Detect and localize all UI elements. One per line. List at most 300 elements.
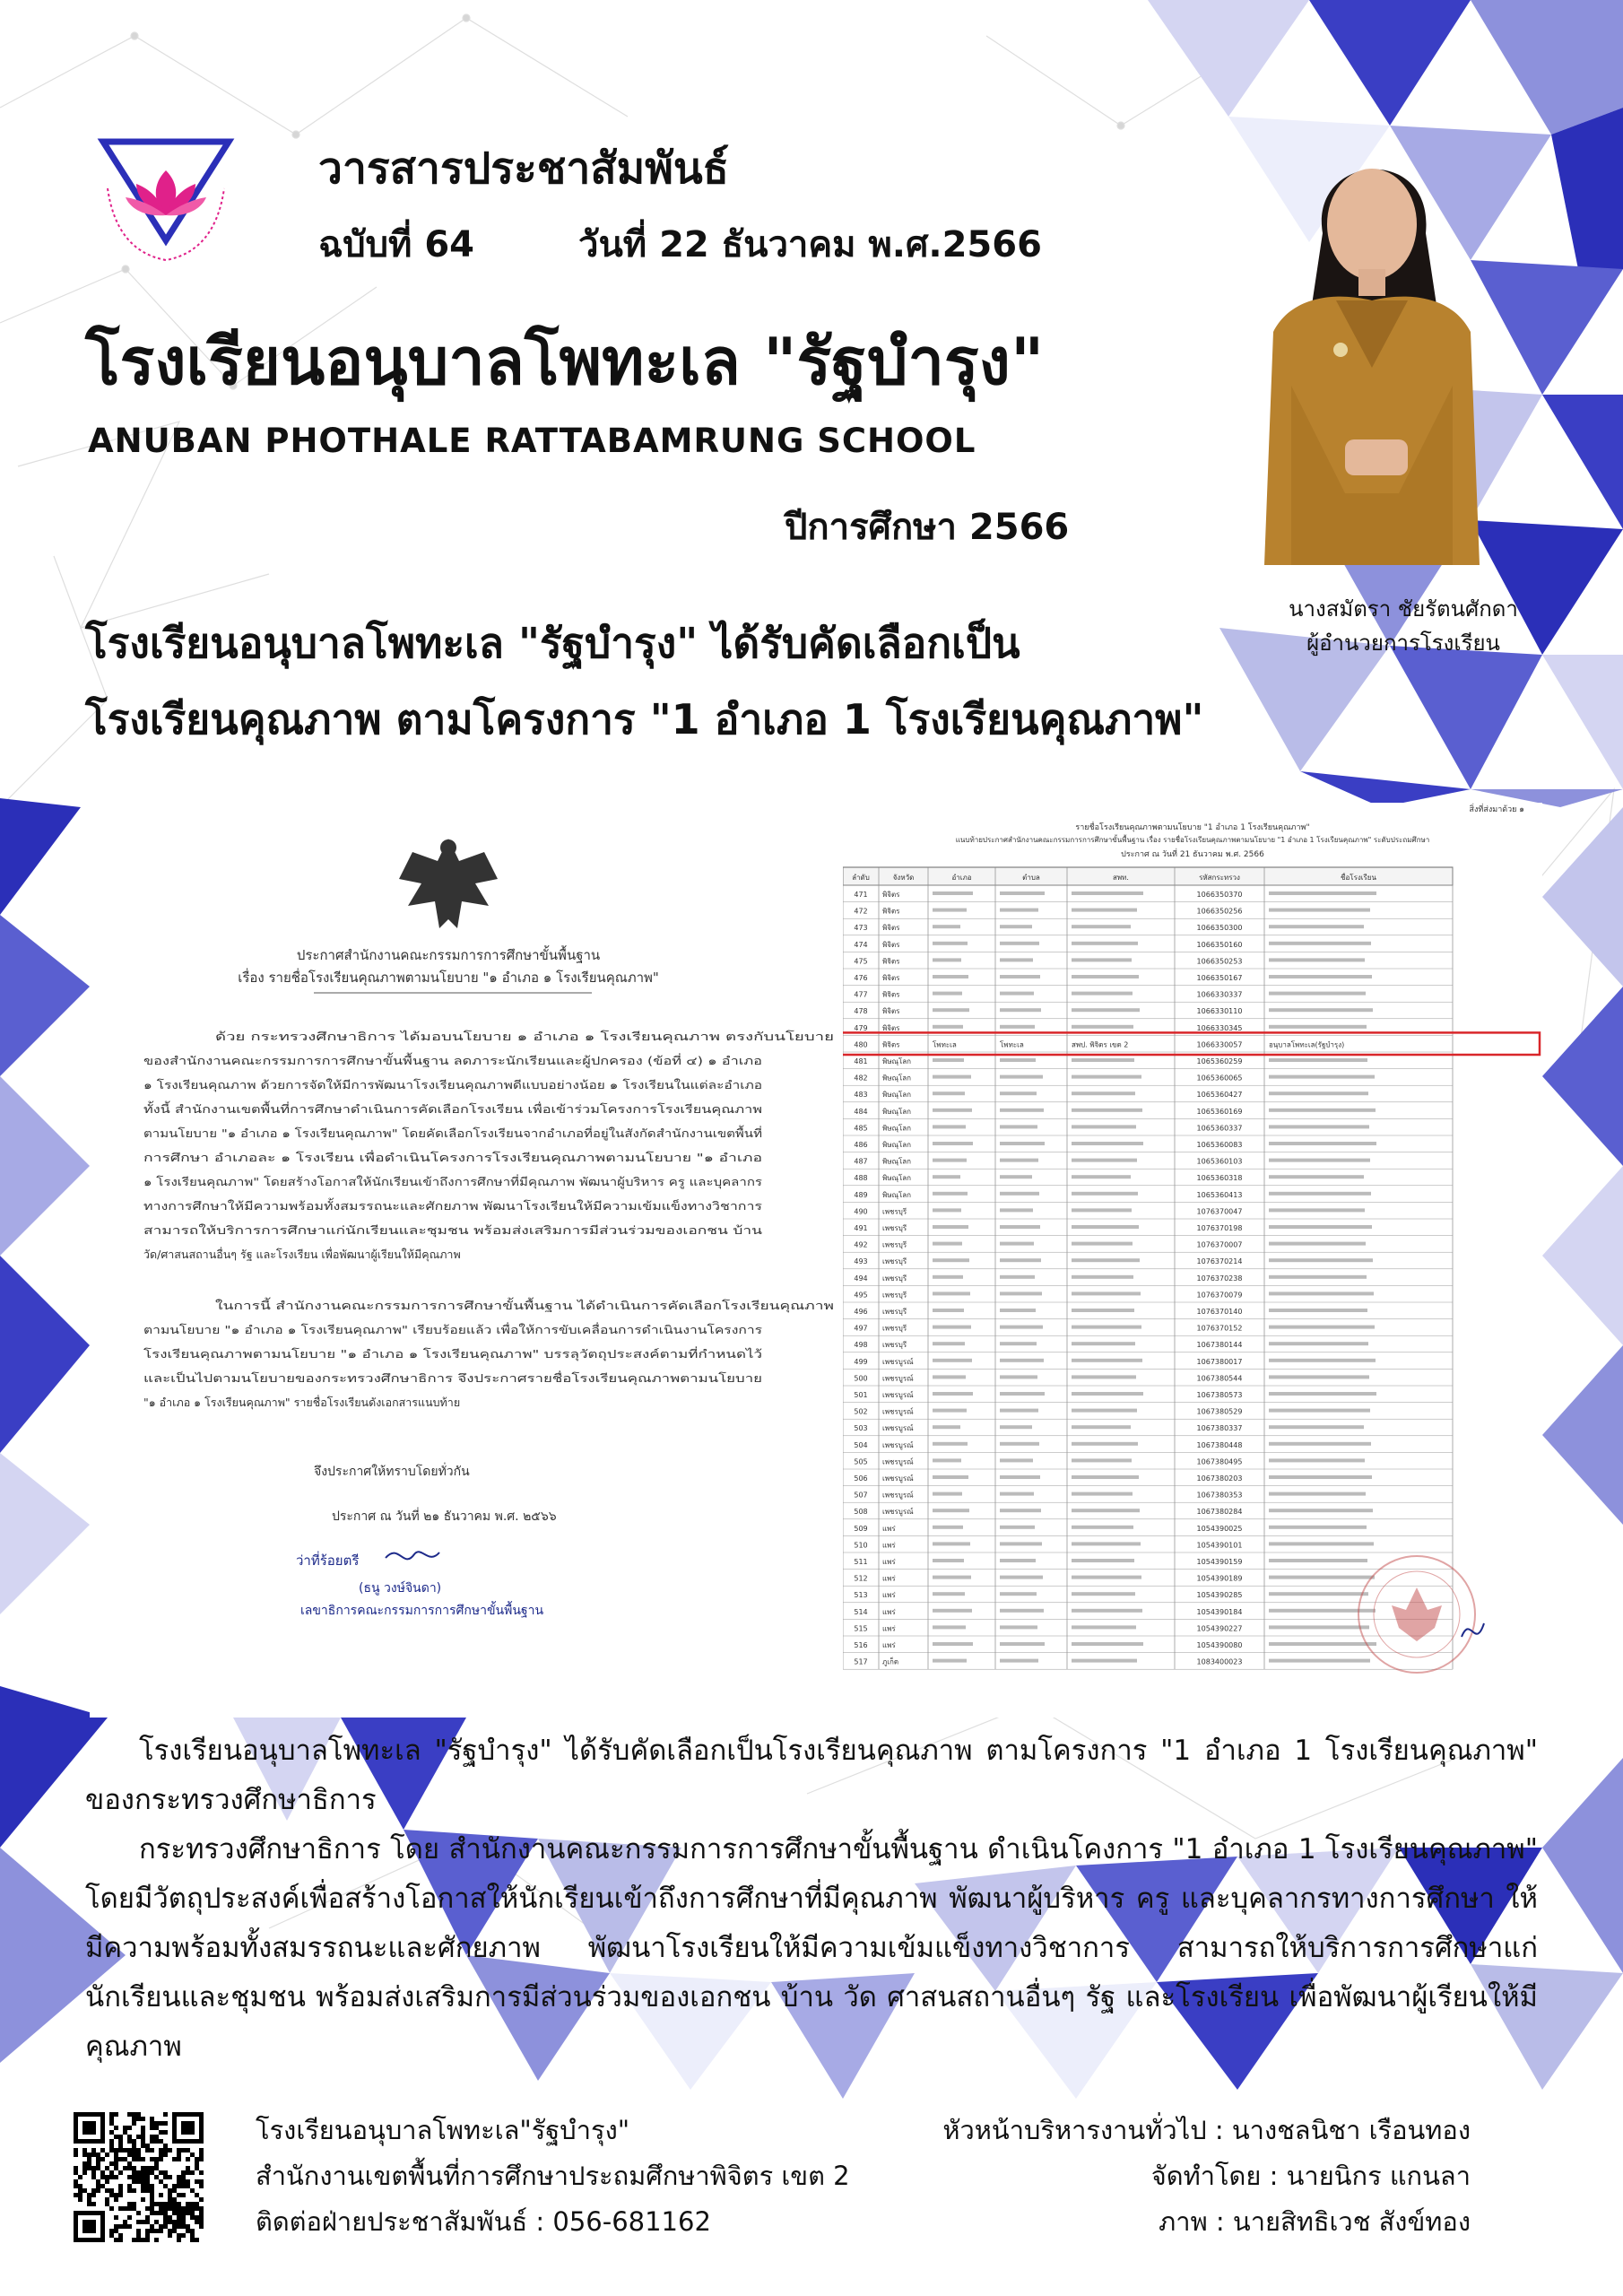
qr-module	[145, 2144, 150, 2148]
table-cell-no: 480	[854, 1040, 868, 1049]
qr-module	[181, 2211, 186, 2215]
table-cell-no: 512	[854, 1574, 868, 1583]
table-cell-subdistrict	[1000, 1109, 1044, 1112]
table-cell-school	[1269, 1309, 1367, 1312]
table-cell-no: 500	[854, 1374, 868, 1383]
school-name-english: ANUBAN PHOTHALE RATTABAMRUNG SCHOOL	[88, 422, 976, 460]
qr-module	[136, 2175, 141, 2179]
table-cell-district	[933, 1075, 971, 1079]
table-cell-office	[1072, 1208, 1132, 1212]
attachment-school-list	[843, 803, 1542, 1718]
qr-module	[186, 2202, 190, 2206]
attachment-title-3: ประกาศ ณ วันที่ 21 ธันวาคม พ.ศ. 2566	[1121, 850, 1264, 859]
qr-module	[127, 2202, 132, 2206]
qr-module	[181, 2215, 186, 2220]
qr-module	[195, 2206, 199, 2211]
table-cell-office	[1072, 992, 1133, 996]
qr-module	[127, 2139, 132, 2144]
table-cell-province: เพชรบูรณ์	[882, 1474, 914, 1483]
table-cell-office	[1072, 1509, 1140, 1512]
doc-closing: จึงประกาศให้ทราบโดยทั่วกัน	[314, 1465, 470, 1479]
table-cell-province: เพชรบุรี	[882, 1324, 907, 1333]
qr-module	[199, 2170, 204, 2175]
footer-phone: ติดต่อฝ่ายประชาสัมพันธ์ : 056-681162	[256, 2206, 711, 2237]
qr-module	[181, 2184, 186, 2188]
qr-module	[109, 2229, 114, 2233]
table-cell-school	[1269, 1175, 1364, 1178]
qr-module	[181, 2170, 186, 2175]
qr-module	[168, 2233, 172, 2238]
qr-module	[78, 2184, 82, 2188]
table-cell-no: 487	[854, 1157, 868, 1166]
qr-module	[177, 2215, 181, 2220]
table-cell-office	[1072, 1192, 1138, 1196]
qr-module	[82, 2188, 87, 2193]
table-cell-no: 515	[854, 1624, 868, 1633]
doc-paragraph-1-line: ด้วย กระทรวงศึกษาธิการ ได้มอบนโยบาย ๑ อำเภอ ๑ โรงเรียนคุณภาพ ตรงกับนโยบาย	[215, 1030, 631, 1043]
table-cell-district	[933, 1192, 968, 1196]
table-cell-district	[933, 1659, 967, 1663]
table-cell-code: 1066350300	[1196, 924, 1243, 933]
table-cell-district	[933, 925, 960, 928]
qr-module	[136, 2112, 141, 2117]
qr-module	[118, 2184, 123, 2188]
table-cell-province: พิษณุโลก	[882, 1091, 912, 1100]
table-cell-office	[1072, 1258, 1140, 1262]
qr-module	[163, 2144, 168, 2148]
qr-module	[181, 2206, 186, 2211]
table-cell-code: 1066330337	[1196, 990, 1243, 999]
qr-module	[114, 2112, 118, 2117]
article-paragraph-1: โรงเรียนอนุบาลโพทะเล "รัฐบำรุง" ได้รับคัดเลือกเป็นโรงเรียนคุณภาพ ตามโครงการ "1 อำเภอ 1 โรงเรียนคุณภาพ" ของกระทรวงศึกษาธิการ	[85, 1735, 1538, 1816]
table-cell-province: พิจิตร	[882, 891, 900, 899]
qr-module	[145, 2238, 150, 2242]
table-cell-office	[1072, 1609, 1142, 1613]
qr-module	[96, 2188, 100, 2193]
qr-module	[154, 2229, 159, 2233]
table-cell-office	[1072, 925, 1131, 928]
table-cell-subdistrict	[1000, 1492, 1034, 1496]
qr-module	[150, 2117, 154, 2121]
footer-credits	[897, 2108, 1471, 2245]
qr-module	[136, 2152, 141, 2157]
table-cell-office	[1072, 1326, 1141, 1329]
table-cell-subdistrict	[1000, 1342, 1037, 1345]
qr-module	[199, 2215, 204, 2220]
qr-module	[145, 2215, 150, 2220]
qr-module	[141, 2175, 145, 2179]
table-cell-district: โพทะเล	[933, 1040, 957, 1049]
qr-module	[154, 2135, 159, 2139]
table-cell-office	[1072, 1175, 1131, 1178]
qr-module	[195, 2166, 199, 2170]
table-cell-province: เพชรบุรี	[882, 1308, 907, 1316]
qr-module	[132, 2166, 136, 2170]
table-cell-office	[1072, 1075, 1141, 1079]
table-cell-no: 477	[854, 990, 868, 999]
qr-module	[100, 2184, 105, 2188]
table-cell-office	[1072, 975, 1139, 978]
table-cell-province: แพร่	[882, 1624, 896, 1633]
qr-module	[150, 2211, 154, 2215]
qr-module	[78, 2197, 82, 2202]
doc-announced-date: ประกาศ ณ วันที่ ๒๑ ธันวาคม พ.ศ. ๒๕๖๖	[332, 1509, 557, 1524]
table-cell-school	[1269, 1526, 1367, 1529]
qr-module	[145, 2220, 150, 2224]
qr-module	[199, 2197, 204, 2202]
doc-paragraph-1-line: ตามนโยบาย "๑ อำเภอ ๑ โรงเรียนคุณภาพ" โดยคัดเลือกโรงเรียนจากอำเภอที่อยู่ในสังกัดสำนักงานเขตพื้นที่	[143, 1126, 658, 1140]
qr-module	[177, 2157, 181, 2161]
qr-module	[136, 2179, 141, 2184]
director-caption	[1264, 592, 1542, 660]
table-cell-province: เพชรบูรณ์	[882, 1424, 914, 1433]
table-cell-school	[1269, 1225, 1372, 1229]
qr-module	[109, 2188, 114, 2193]
qr-module	[141, 2197, 145, 2202]
qr-module	[186, 2229, 190, 2233]
table-cell-no: 495	[854, 1291, 868, 1300]
qr-module	[177, 2224, 181, 2229]
qr-module	[150, 2224, 154, 2229]
qr-module	[87, 2193, 91, 2197]
table-cell-district	[933, 975, 968, 978]
qr-module	[145, 2175, 150, 2179]
table-cell-school	[1269, 1326, 1375, 1329]
qr-module	[123, 2157, 127, 2161]
table-cell-code: 1054390025	[1196, 1524, 1243, 1533]
footer-produced-by: จัดทำโดย : นายนิกร แกนลา	[1150, 2161, 1471, 2191]
qr-module	[154, 2121, 159, 2126]
table-cell-province: เพชรบูรณ์	[882, 1407, 914, 1416]
table-cell-district	[933, 1208, 961, 1212]
table-cell-code: 1065360083	[1196, 1141, 1243, 1149]
qr-module	[168, 2175, 172, 2179]
qr-module	[114, 2157, 118, 2161]
qr-module	[105, 2166, 109, 2170]
qr-module	[163, 2215, 168, 2220]
qr-module	[190, 2215, 195, 2220]
qr-module	[145, 2166, 150, 2170]
table-cell-office	[1072, 1159, 1137, 1162]
table-cell-code: 1066350253	[1196, 957, 1243, 966]
qr-module	[141, 2117, 145, 2121]
table-cell-code: 1065360413	[1196, 1190, 1243, 1199]
qr-module	[150, 2166, 154, 2170]
table-cell-office	[1072, 1242, 1133, 1246]
qr-module	[177, 2211, 181, 2215]
qr-module	[172, 2211, 177, 2215]
table-cell-no: 510	[854, 1541, 868, 1550]
table-cell-no: 492	[854, 1240, 868, 1249]
table-cell-province: พิษณุโลก	[882, 1124, 912, 1133]
qr-module	[127, 2215, 132, 2220]
table-cell-province: พิจิตร	[882, 957, 900, 966]
qr-module	[118, 2148, 123, 2152]
table-cell-no: 484	[854, 1107, 868, 1116]
qr-module	[132, 2238, 136, 2242]
qr-module	[87, 2161, 91, 2166]
qr-module	[186, 2224, 190, 2229]
table-cell-district	[933, 992, 962, 996]
table-cell-district	[933, 1475, 968, 1479]
table-cell-subdistrict	[1000, 1275, 1035, 1279]
table-cell-code: 1067380203	[1196, 1474, 1243, 1483]
table-cell-no: 478	[854, 1007, 868, 1016]
table-cell-province: พิจิตร	[882, 974, 900, 982]
qr-module	[186, 2179, 190, 2184]
qr-module	[154, 2238, 159, 2242]
qr-module	[163, 2202, 168, 2206]
table-cell-office	[1072, 1559, 1134, 1562]
qr-finder-center	[82, 2220, 96, 2233]
qr-module	[154, 2126, 159, 2130]
qr-module	[159, 2229, 163, 2233]
table-cell-office	[1072, 1492, 1133, 1496]
qr-module	[168, 2229, 172, 2233]
qr-module	[181, 2175, 186, 2179]
table-cell-district	[933, 909, 967, 912]
doc-paragraph-1-line: ของสำนักงานคณะกรรมการการศึกษาขั้นพื้นฐาน ลดภาระนักเรียนและผู้ปกครอง (ข้อที่ ๔) ๑ อำเภอ	[143, 1054, 617, 1067]
table-cell-subdistrict	[1000, 1442, 1039, 1446]
qr-module	[127, 2188, 132, 2193]
table-cell-office	[1072, 1275, 1133, 1279]
qr-module	[154, 2166, 159, 2170]
qr-module	[127, 2152, 132, 2157]
table-cell-subdistrict	[1000, 1475, 1040, 1479]
table-cell-school	[1269, 958, 1365, 961]
table-cell-district	[933, 1125, 966, 1128]
qr-module	[177, 2184, 181, 2188]
table-cell-district	[933, 1025, 963, 1029]
attachment-corner-note: สิ่งที่ส่งมาด้วย ๑	[1469, 805, 1524, 814]
qr-module	[159, 2193, 163, 2197]
qr-module	[100, 2170, 105, 2175]
academic-year: ปีการศึกษา 2566	[785, 507, 1070, 548]
table-cell-code: 1054390184	[1196, 1607, 1243, 1616]
table-cell-district	[933, 1342, 965, 1345]
qr-module	[74, 2179, 78, 2184]
table-cell-no: 493	[854, 1257, 868, 1266]
table-cell-school	[1269, 1025, 1367, 1029]
qr-module	[132, 2188, 136, 2193]
article-paragraph-2: กระทรวงศึกษาธิการ โดย สำนักงานคณะกรรมการการศึกษาขั้นพื้นฐาน ดำเนินโคงการ "1 อำเภอ 1 โรงเรียนคุณภาพ" โดยมีวัตถุประสงค์เพื่อสร้างโอกาสให้นักเรียนเข้าถึงการศึกษาที่มีคุณภาพ พัฒนาผู้บริหาร ครู และบุคลากรทางการศึกษา ให้มีความพร้อมทั้งสมรรถนะและศักยภาพ พัฒนาโรงเรียนให้มีความเข้มแข็งทางวิชาการ สามารถให้บริการการศึกษาแก่นักเรียนและชุมชน พร้อมส่งเสริมการมีส่วนร่วมของเอกชน บ้าน วัด ศาสนสถานอื่นๆ รัฐ และโรงเรียน เพื่อพัฒนาผู้เรียนให้มีคุณภาพ	[85, 1833, 1538, 2063]
qr-module	[82, 2152, 87, 2157]
table-cell-school	[1269, 1442, 1371, 1446]
qr-module	[100, 2148, 105, 2152]
table-cell-school	[1269, 1109, 1376, 1112]
table-cell-province: เพชรบุรี	[882, 1224, 907, 1232]
table-cell-no: 479	[854, 1023, 868, 1032]
table-cell-no: 476	[854, 974, 868, 982]
table-cell-no: 496	[854, 1308, 868, 1316]
doc-signer-title: เลขาธิการคณะกรรมการการศึกษาขั้นพื้นฐาน	[300, 1604, 544, 1618]
table-cell-province: ภูเก็ต	[882, 1657, 899, 1666]
table-cell-office	[1072, 1225, 1139, 1229]
table-cell-no: 483	[854, 1091, 868, 1100]
qr-module	[150, 2157, 154, 2161]
table-cell-province: เพชรบุรี	[882, 1240, 907, 1249]
qr-module	[109, 2121, 114, 2126]
table-cell-subdistrict	[1000, 1625, 1037, 1629]
table-cell-office	[1072, 1642, 1143, 1646]
table-cell-no: 481	[854, 1057, 868, 1065]
qr-module	[100, 2157, 105, 2161]
qr-module	[181, 2193, 186, 2197]
qr-module	[168, 2148, 172, 2152]
table-cell-code: 1054390189	[1196, 1574, 1243, 1583]
qr-module	[109, 2130, 114, 2135]
qr-module	[177, 2220, 181, 2224]
qr-module	[123, 2166, 127, 2170]
qr-module	[163, 2112, 168, 2117]
headline-line-2: โรงเรียนคุณภาพ ตามโครงการ "1 อำเภอ 1 โรงเรียนคุณภาพ"	[85, 695, 1204, 744]
footer-office: สำนักงานเขตพื้นที่การศึกษาประถมศึกษาพิจิตร เขต 2	[256, 2161, 850, 2191]
table-cell-office	[1072, 1625, 1136, 1629]
table-cell-no: 507	[854, 1491, 868, 1500]
qr-module	[199, 2157, 204, 2161]
qr-module	[87, 2197, 91, 2202]
table-cell-no: 505	[854, 1457, 868, 1466]
qr-module	[96, 2152, 100, 2157]
qr-module	[123, 2224, 127, 2229]
qr-module	[132, 2152, 136, 2157]
table-cell-no: 473	[854, 924, 868, 933]
table-cell-district	[933, 958, 961, 961]
qr-module	[123, 2148, 127, 2152]
qr-code[interactable]	[74, 2112, 204, 2242]
table-cell-subdistrict	[1000, 975, 1040, 978]
table-cell-code: 1067380544	[1196, 1374, 1243, 1383]
qr-module	[105, 2188, 109, 2193]
qr-module	[74, 2166, 78, 2170]
table-cell-office: สพป. พิจิตร เขต 2	[1072, 1040, 1129, 1049]
table-cell-no: 506	[854, 1474, 868, 1483]
qr-module	[199, 2152, 204, 2157]
table-cell-no: 474	[854, 940, 868, 949]
qr-module	[136, 2117, 141, 2121]
qr-module	[150, 2202, 154, 2206]
table-cell-school	[1269, 1275, 1367, 1279]
qr-module	[74, 2170, 78, 2175]
table-cell-subdistrict	[1000, 1526, 1035, 1529]
table-cell-school	[1269, 1258, 1373, 1262]
issue-date: วันที่ 22 ธันวาคม พ.ศ.2566	[578, 224, 1042, 265]
table-header-cell: สพท.	[1113, 874, 1129, 882]
table-cell-school: อนุบาลโพทะเล(รัฐบำรุง)	[1269, 1040, 1345, 1049]
qr-module	[127, 2206, 132, 2211]
table-cell-district	[933, 1559, 964, 1562]
qr-module	[123, 2206, 127, 2211]
table-cell-school	[1269, 1542, 1374, 1545]
table-cell-subdistrict	[1000, 1642, 1045, 1646]
table-cell-no: 472	[854, 907, 868, 916]
qr-module	[195, 2157, 199, 2161]
table-cell-office	[1072, 1542, 1141, 1545]
qr-module	[132, 2148, 136, 2152]
table-cell-school	[1269, 1392, 1376, 1396]
qr-module	[186, 2157, 190, 2161]
doc-paragraph-1-line: การศึกษา อำเภอละ ๑ โรงเรียน เพื่อดำเนินโครงการโรงเรียนคุณภาพตามนโยบาย "๑ อำเภอ	[143, 1151, 585, 1164]
qr-module	[96, 2166, 100, 2170]
qr-module	[163, 2184, 168, 2188]
table-cell-province: พิษณุโลก	[882, 1190, 912, 1199]
qr-module	[132, 2117, 136, 2121]
table-cell-school	[1269, 1075, 1375, 1079]
qr-module	[118, 2170, 123, 2175]
qr-module	[172, 2197, 177, 2202]
headline-line-1: โรงเรียนอนุบาลโพทะเล "รัฐบำรุง" ได้รับคัดเลือกเป็น	[85, 619, 1020, 667]
qr-module	[150, 2229, 154, 2233]
table-cell-school	[1269, 1592, 1368, 1596]
qr-module	[127, 2224, 132, 2229]
table-cell-school	[1269, 925, 1364, 928]
table-cell-district	[933, 1258, 969, 1262]
qr-module	[190, 2188, 195, 2193]
qr-module	[168, 2193, 172, 2197]
qr-module	[181, 2224, 186, 2229]
table-cell-province: พิจิตร	[882, 990, 900, 999]
qr-module	[199, 2211, 204, 2215]
table-cell-district	[933, 1375, 966, 1378]
qr-module	[105, 2202, 109, 2206]
qr-module	[190, 2211, 195, 2215]
qr-module	[172, 2184, 177, 2188]
table-cell-province: พิจิตร	[882, 940, 900, 949]
table-cell-code: 1076370079	[1196, 1291, 1243, 1300]
table-cell-no: 503	[854, 1424, 868, 1433]
table-cell-no: 491	[854, 1224, 868, 1232]
qr-module	[114, 2193, 118, 2197]
table-cell-no: 516	[854, 1641, 868, 1649]
table-cell-office	[1072, 1091, 1135, 1095]
table-cell-province: แพร่	[882, 1641, 896, 1649]
table-cell-no: 488	[854, 1174, 868, 1183]
table-cell-district	[933, 1292, 970, 1295]
table-cell-code: 1076370007	[1196, 1240, 1243, 1249]
qr-module	[199, 2206, 204, 2211]
journal-title: วารสารประชาสัมพันธ์	[318, 144, 729, 194]
table-cell-school	[1269, 1425, 1364, 1429]
qr-module	[123, 2126, 127, 2130]
table-cell-province: พิจิตร	[882, 1007, 900, 1016]
qr-module	[141, 2179, 145, 2184]
qr-module	[168, 2206, 172, 2211]
doc-paragraph-2-line: ตามนโยบาย "๑ อำเภอ ๑ โรงเรียนคุณภาพ" เรียบร้อยแล้ว เพื่อให้การขับเคลื่อนการดำเนินงานโครงการ	[143, 1323, 638, 1336]
table-cell-school	[1269, 1208, 1365, 1212]
qr-module	[91, 2166, 96, 2170]
table-cell-subdistrict	[1000, 925, 1032, 928]
table-cell-code: 1076370214	[1196, 1257, 1243, 1266]
qr-module	[154, 2139, 159, 2144]
doc-paragraph-1-line: สามารถให้บริการการศึกษาแก่นักเรียนและชุมชน พร้อมส่งเสริมการมีส่วนร่วมของเอกชน บ้าน	[143, 1223, 590, 1237]
qr-module	[163, 2175, 168, 2179]
qr-module	[150, 2188, 154, 2193]
qr-module	[177, 2179, 181, 2184]
table-cell-office	[1072, 909, 1137, 912]
qr-module	[91, 2170, 96, 2175]
qr-module	[118, 2193, 123, 2197]
doc-paragraph-1-line: ทั้งนี้ สำนักงานเขตพื้นที่การศึกษาดำเนินการคัดเลือกโรงเรียน เพื่อเข้าร่วมโครงการโรงเรียนคุณภาพ	[143, 1102, 619, 1116]
qr-module	[109, 2112, 114, 2117]
table-cell-district	[933, 1058, 964, 1062]
qr-module	[150, 2121, 154, 2126]
issue-number: ฉบับที่ 64	[318, 224, 474, 265]
attachment-title-1: รายชื่อโรงเรียนคุณภาพตามนโยบาย "1 อำเภอ 1 โรงเรียนคุณภาพ"	[1075, 823, 1310, 832]
doc-paragraph-1-line: ๑ โรงเรียนคุณภาพ ด้วยการจัดให้มีการพัฒนาโรงเรียนคุณภาพดีแบบอย่างน้อย ๑ โรงเรียนในแต่ละอำเภอ	[143, 1078, 646, 1091]
table-cell-subdistrict	[1000, 1208, 1033, 1212]
doc-paragraph-1-line: ๑ โรงเรียนคุณภาพ" โดยสร้างโอกาสให้นักเรียนเข้าถึงการศึกษาที่มีคุณภาพ พัฒนาผู้บริหาร ครู และบุคลากร	[143, 1175, 659, 1188]
table-cell-code: 1065360103	[1196, 1157, 1243, 1166]
